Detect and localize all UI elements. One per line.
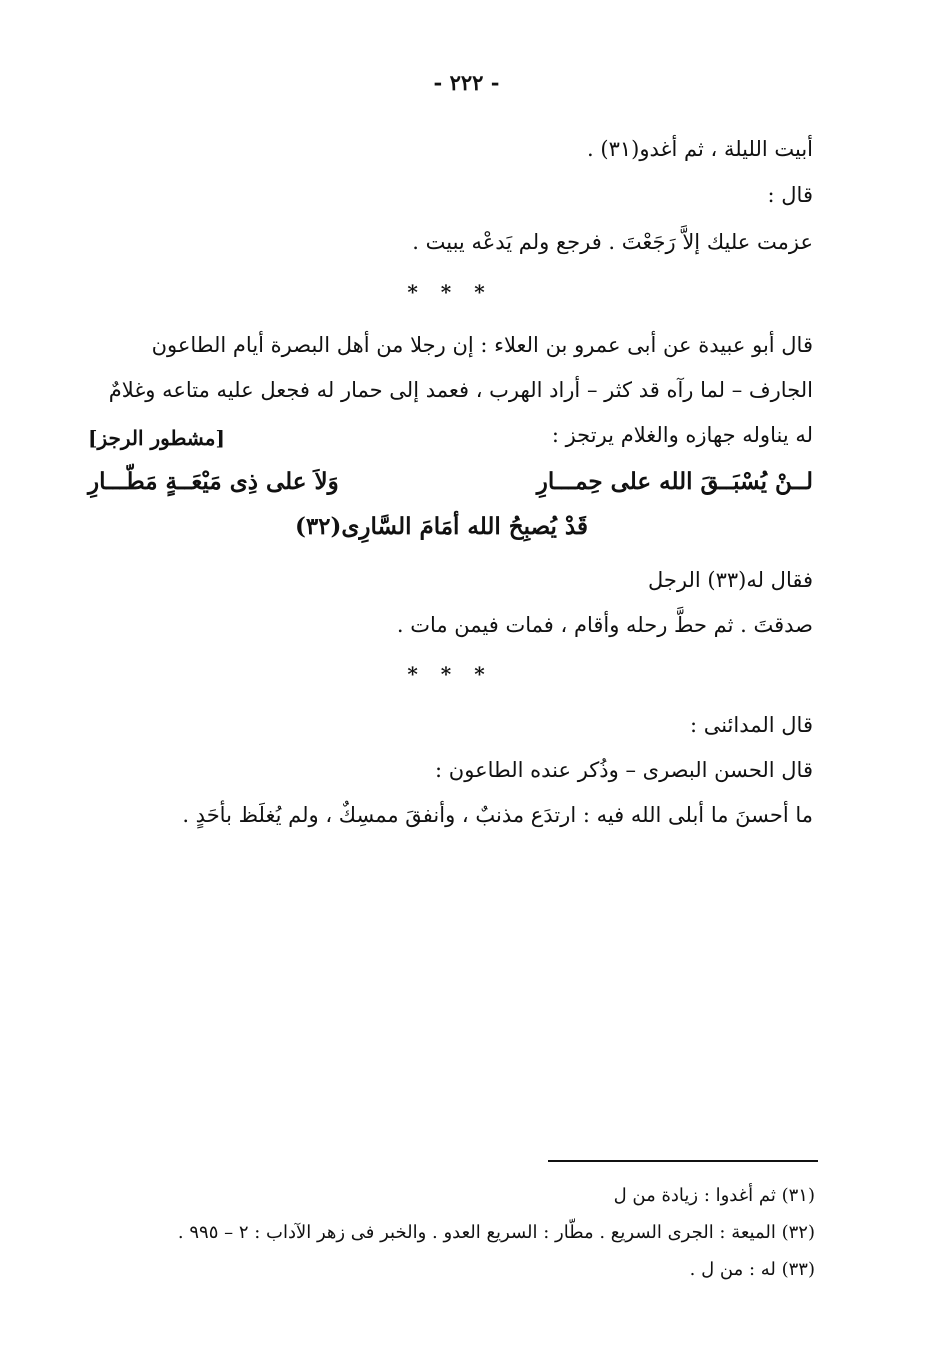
text-line: الجارف – لما رآه قد كثر – أراد الهرب ، فعمد إلى حمار له فجعل عليه متاعه وغلامٌ xyxy=(108,378,813,402)
footnote: (٣١) ثم أغدوا : زيادة من ل xyxy=(613,1185,815,1206)
footnote: (٣٢) الميعة : الجرى السريع . مطّار : السريع العدو . والخبر فى زهر الآداب : ٢ – ٩٩٥ . xyxy=(177,1222,815,1243)
meter-label: [مشطور الرجز] xyxy=(88,426,225,450)
text-line: قال المدائنى : xyxy=(689,713,813,737)
section-separator: * * * xyxy=(407,662,493,686)
footnote-divider xyxy=(548,1160,818,1162)
verse-hemistich-left: وَلاَ على ذِى مَيْعَــةٍ مَطّـــارِ xyxy=(88,468,339,495)
text-line: قال : xyxy=(767,183,813,207)
verse-hemistich-right: لــنْ يُسْبَــقَ الله على حِمـــارِ xyxy=(536,468,813,495)
text-line: ما أحسنَ ما أبلى الله فيه : ارتدَع مذنبٌ ، وأنفقَ ممسِكٌ ، ولم يُغلَظ بأحَدٍ . xyxy=(182,803,813,827)
text-line: صدقتَ . ثم حطَّ رحله وأقام ، فمات فيمن مات . xyxy=(396,613,813,637)
text-line: فقال له(٣٣) الرجل xyxy=(648,568,813,592)
text-line: قال الحسن البصرى – وذُكر عنده الطاعون : xyxy=(435,758,813,782)
text-line: أبيت الليلة ، ثم أغدو(٣١) . xyxy=(587,137,813,161)
verse-line: قَدْ يُصبِحُ الله أمَامَ السَّارِى(٣٢) xyxy=(294,513,588,540)
text-line: قال أبو عبيدة عن أبى عمرو بن العلاء : إن رجلا من أهل البصرة أيام الطاعون xyxy=(151,333,813,357)
text-line: عزمت عليك إلاَّ رَجَعْتَ . فرجع ولم يَدعْه يبيت . xyxy=(412,230,813,254)
text-line: له يناوله جهازه والغلام يرتجز : xyxy=(551,423,813,447)
page-number: - ٢٢٢ - xyxy=(433,70,500,95)
section-separator: * * * xyxy=(407,280,493,304)
footnote: (٣٣) له : من ل . xyxy=(689,1259,815,1280)
